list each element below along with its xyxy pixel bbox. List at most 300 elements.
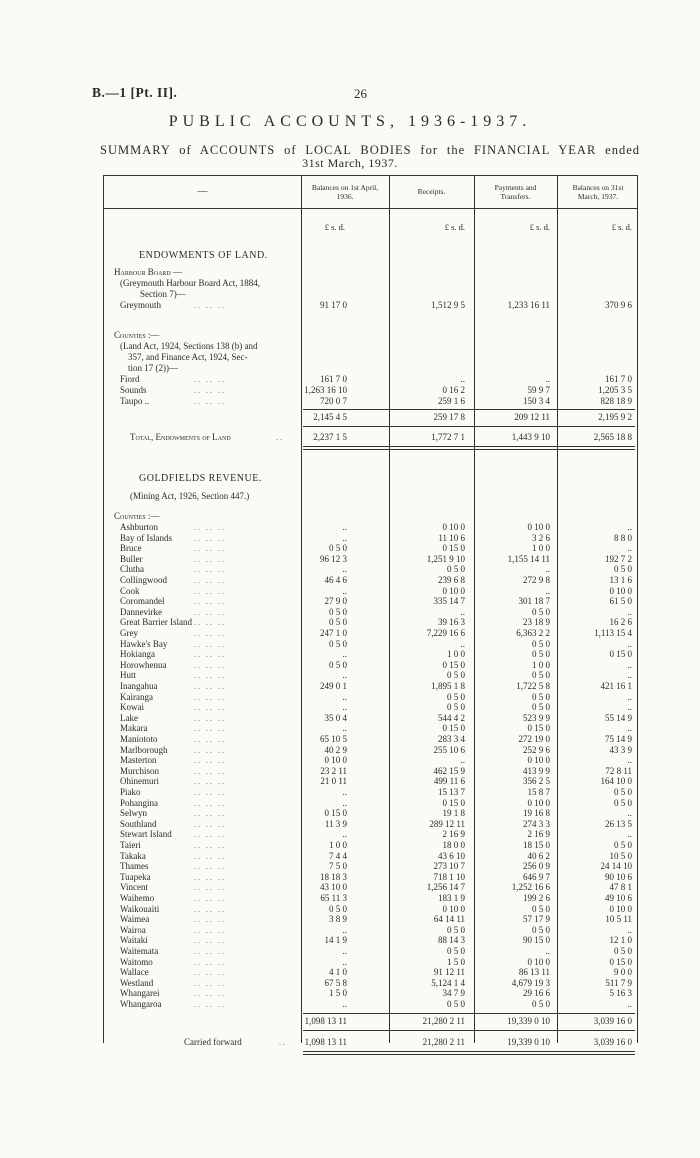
county-value: 61 5 0: [609, 596, 632, 607]
county-value: 24 14 10: [600, 861, 632, 872]
county-name: Murchison: [120, 765, 159, 776]
county-value: 7 4 4: [329, 850, 347, 861]
county-value: 0 5 0: [532, 606, 550, 617]
section-goldfields-heading: GOLDFIELDS REVENUE.: [139, 473, 262, 484]
county-row: Murchison .. .. .. 23 2 11 462 15 9 413 9 9 72 8 11: [120, 765, 632, 776]
county-value: 0 5 0: [329, 903, 347, 914]
goldfields-subtotal-row: 1,098 13 11 21,280 2 11 19,339 0 10 3,039 16 0: [304, 1015, 632, 1026]
section-endowments-heading: ENDOWMENTS OF LAND.: [139, 250, 268, 261]
county-value: 335 14 7: [433, 596, 465, 607]
county-value: 65 11 3: [320, 893, 347, 903]
county-name: Hokianga: [120, 649, 155, 660]
county-value: 1,252 16 6: [511, 882, 550, 893]
county-value: 1 0 0: [447, 649, 465, 660]
county-value: 0 5 0: [614, 946, 632, 956]
county-value: 0 10 0: [609, 585, 632, 596]
county-value: ..: [342, 702, 347, 713]
county-value: 23 2 11: [320, 765, 347, 776]
county-value: 7,229 16 6: [426, 628, 465, 638]
table-row: Sounds .. .. .. 1,263 16 10 0 16 2 59 9 7 1,205 3 5: [120, 385, 632, 395]
county-name: Maniototo: [120, 734, 158, 744]
county-row: Tuapeka .. .. .. 18 18 3 718 1 10 646 9 7 90 10 6: [120, 871, 632, 882]
county-row: Masterton .. .. .. 0 10 0 .. 0 10 0 ..: [120, 755, 632, 766]
county-row: Ashburton .. .. .. .. 0 10 0 0 10 0 ..: [120, 522, 632, 532]
county-value: ..: [627, 723, 632, 734]
county-value: 0 5 0: [447, 924, 465, 935]
page-title: PUBLIC ACCOUNTS, 1936-1937.: [168, 113, 532, 130]
county-name: Waitaki: [120, 935, 148, 946]
county-value: 8 8 0: [614, 532, 632, 543]
county-row: Waihemo .. .. .. 65 11 3 183 1 9 199 2 6 49 10 6: [120, 893, 632, 903]
county-value: ..: [342, 522, 347, 532]
county-value: ..: [342, 829, 347, 840]
carried-forward-row: Carried forward .. 1,098 13 11 21,280 2 11 19,339 0 10 3,039 16 0: [184, 1036, 632, 1047]
county-value: 249 0 1: [320, 681, 347, 691]
county-value: 39 16 3: [438, 617, 465, 628]
county-value: 289 12 11: [429, 818, 465, 829]
county-name: Pohangina: [120, 797, 158, 808]
county-row: Waimea .. .. .. 3 8 9 64 14 11 57 17 9 10 5 11: [120, 914, 632, 925]
county-value: 34 7 9: [442, 988, 465, 999]
county-value: ..: [627, 808, 632, 819]
page-number: 26: [354, 86, 367, 101]
goldfields-counties-label: Counties :—: [114, 511, 160, 521]
county-value: 1 5 0: [447, 956, 465, 967]
county-value: 1 5 0: [329, 988, 347, 999]
county-value: 3 8 9: [329, 914, 347, 925]
county-value: ..: [460, 755, 465, 766]
county-value: ..: [627, 702, 632, 713]
county-row: Hokianga .. .. .. .. 1 0 0 0 5 0 0 15 0: [120, 649, 632, 660]
county-name: Tuapeka: [120, 871, 151, 882]
county-value: 90 10 6: [605, 871, 632, 882]
county-value: 16 2 6: [609, 617, 632, 628]
county-value: 256 0 9: [523, 861, 550, 872]
county-value: 646 9 7: [523, 871, 550, 882]
county-value: 0 15 0: [609, 956, 632, 967]
county-value: 356 2 5: [523, 776, 550, 787]
harbour-board-label: Harbour Board —: [114, 267, 183, 277]
county-row: Lake .. .. .. 35 0 4 544 4 2 523 9 9 55 14 9: [120, 712, 632, 723]
county-row: Thames .. .. .. 7 5 0 273 10 7 256 0 9 24 14 10: [120, 861, 632, 872]
county-value: ..: [342, 691, 347, 702]
county-value: 1,251 9 10: [426, 553, 465, 564]
county-row: Piako .. .. .. .. 15 13 7 15 8 7 0 5 0: [120, 787, 632, 797]
county-value: 0 10 0: [324, 755, 347, 766]
county-value: 0 5 0: [532, 691, 550, 702]
county-value: 10 5 0: [609, 850, 632, 861]
county-name: Kairanga: [120, 691, 153, 702]
county-value: ..: [545, 564, 550, 575]
county-row: Ohinemuri .. .. .. 21 0 11 499 11 6 356 2 5 164 10 0: [120, 776, 632, 787]
county-value: 0 5 0: [447, 946, 465, 956]
county-value: 12 1 0: [609, 935, 632, 946]
county-row: Dannevirke .. .. .. 0 5 0 .. 0 5 0 ..: [120, 606, 632, 617]
counties-act-line3: tion 17 (2))—: [128, 363, 178, 373]
county-value: 15 8 7: [527, 787, 550, 797]
county-value: 239 6 8: [438, 575, 465, 585]
county-value: 40 2 9: [324, 744, 347, 755]
county-name: Collingwood: [120, 575, 168, 585]
county-value: 43 10 0: [320, 882, 347, 893]
county-name: Waitemata: [120, 946, 159, 956]
county-name: Stewart Island: [120, 829, 172, 840]
county-value: ..: [342, 999, 347, 1009]
county-value: ..: [342, 649, 347, 660]
county-value: 19 1 8: [442, 808, 465, 819]
county-row: Wairoa .. .. .. .. 0 5 0 0 5 0 ..: [120, 924, 632, 935]
county-value: ..: [342, 564, 347, 575]
county-value: ..: [627, 670, 632, 681]
county-value: ..: [342, 797, 347, 808]
county-name: Coromandel: [120, 596, 165, 607]
subtotal-row: 2,145 4 5 259 17 8 209 12 11 2,195 9 2: [313, 412, 632, 422]
county-value: 40 6 2: [527, 850, 550, 861]
county-value: 43 3 9: [609, 744, 632, 755]
county-value: 0 15 0: [442, 659, 465, 670]
county-value: 1 0 0: [532, 659, 550, 670]
county-value: 164 10 0: [600, 776, 632, 787]
county-value: 6,363 2 2: [516, 628, 550, 638]
county-name: Piako: [120, 787, 141, 797]
county-value: 23 18 9: [523, 617, 550, 628]
county-value: 26 13 5: [605, 818, 632, 829]
county-row: Makara .. .. .. .. 0 15 0 0 15 0 ..: [120, 723, 632, 734]
county-value: 43 6 10: [438, 850, 465, 861]
county-row: Inangahua .. .. .. 249 0 1 1,895 1 8 1,722 5 8 421 16 1: [120, 681, 632, 691]
county-value: 7 5 0: [329, 861, 347, 872]
county-value: ..: [342, 787, 347, 797]
county-value: 1,155 14 11: [507, 553, 550, 564]
county-value: 718 1 10: [433, 871, 465, 882]
county-value: 0 5 0: [532, 903, 550, 914]
county-name: Bay of Islands: [120, 532, 172, 543]
county-name: Dannevirke: [120, 606, 162, 617]
county-value: 0 5 0: [447, 999, 465, 1009]
county-value: 273 10 7: [433, 861, 465, 872]
county-name: Wallace: [120, 967, 149, 978]
county-value: 67 5 8: [324, 977, 347, 988]
county-value: 1,722 5 8: [516, 681, 550, 691]
county-value: 88 14 3: [438, 935, 465, 946]
county-row: Whangarei .. .. .. 1 5 0 34 7 9 29 16 6 5 16 3: [120, 988, 632, 999]
document-reference: B.—1 [Pt. II].: [92, 85, 178, 100]
county-value: 14 1 9: [324, 935, 347, 946]
county-name: Marlborough: [120, 744, 168, 755]
county-row: Waitaki .. .. .. 14 1 9 88 14 3 90 15 0 12 1 0: [120, 935, 632, 946]
county-value: 5 16 3: [609, 988, 632, 999]
county-value: 523 9 9: [523, 712, 550, 723]
county-value: 2 16 9: [527, 829, 550, 840]
county-value: 96 12 3: [320, 553, 347, 564]
county-value: 0 5 0: [447, 670, 465, 681]
county-value: ..: [460, 638, 465, 649]
county-value: ..: [627, 829, 632, 840]
county-name: Buller: [120, 553, 143, 564]
county-value: 0 10 0: [527, 797, 550, 808]
county-value: 0 5 0: [447, 564, 465, 575]
county-row: Great Barrier Island .. .. .. 0 5 0 39 16 3 23 18 9 16 2 6: [120, 617, 632, 628]
county-value: 0 15 0: [442, 723, 465, 734]
county-value: ..: [627, 606, 632, 617]
county-name: Thames: [120, 861, 149, 872]
county-row: Selwyn .. .. .. 0 15 0 19 1 8 19 16 8 ..: [120, 808, 632, 819]
county-name: Makara: [120, 723, 148, 734]
county-value: 75 14 9: [605, 734, 632, 744]
table-row: Fiord .. .. .. 161 7 0 .. .. 161 7 0: [120, 374, 632, 384]
county-name: Kowai: [120, 702, 144, 713]
county-value: 0 5 0: [329, 606, 347, 617]
county-value: 0 15 0: [324, 808, 347, 819]
county-value: 192 7 2: [605, 553, 632, 564]
county-value: 0 5 0: [532, 924, 550, 935]
county-value: ..: [342, 532, 347, 543]
county-name: Cook: [120, 585, 140, 596]
county-row: Wallace .. .. .. 4 1 0 91 12 11 86 13 11 9 0 0: [120, 967, 632, 978]
county-name: Ashburton: [120, 522, 158, 532]
county-row: Bruce .. .. .. 0 5 0 0 15 0 1 0 0 ..: [120, 543, 632, 554]
county-value: 49 10 6: [605, 893, 632, 903]
county-name: Hawke's Bay: [120, 638, 168, 649]
county-value: 18 0 0: [442, 840, 465, 850]
county-name: Ohinemuri: [120, 776, 159, 787]
county-row: Buller .. .. .. 96 12 3 1,251 9 10 1,155 14 11 192 7 2: [120, 553, 632, 564]
county-value: 72 8 11: [605, 765, 632, 776]
header-payments: Payments and Transfers.: [494, 183, 537, 201]
harbour-board-act-line2: Section 7)—: [140, 289, 186, 299]
table-subtitle: SUMMARY of ACCOUNTS of LOCAL BODIES for the FINANCIAL YEAR ended: [100, 143, 640, 157]
county-value: ..: [342, 670, 347, 681]
county-name: Horowhenua: [120, 659, 167, 670]
county-name: Bruce: [120, 543, 142, 554]
accounts-table: [103, 175, 638, 1047]
county-value: 64 14 11: [433, 914, 465, 925]
county-name: Westland: [120, 977, 154, 988]
county-value: 15 13 7: [438, 787, 465, 797]
county-value: ..: [627, 999, 632, 1009]
county-row: Vincent .. .. .. 43 10 0 1,256 14 7 1,252 16 6 47 8 1: [120, 882, 632, 893]
county-value: 1 0 0: [329, 840, 347, 850]
county-row: Waitomo .. .. .. .. 1 5 0 0 10 0 0 15 0: [120, 956, 632, 967]
county-value: 18 18 3: [320, 871, 347, 882]
county-row: Hawke's Bay .. .. .. 0 5 0 .. 0 5 0 ..: [120, 638, 632, 649]
table-subtitle-date: 31st March, 1937.: [302, 156, 398, 170]
header-balances-opening: Balances on 1st April, 1936.: [311, 183, 379, 201]
county-name: Great Barrier Island: [120, 617, 192, 628]
county-value: 0 10 0: [442, 585, 465, 596]
county-value: 0 5 0: [532, 670, 550, 681]
county-value: 91 12 11: [433, 967, 465, 978]
county-row: Hutt .. .. .. .. 0 5 0 0 5 0 ..: [120, 670, 632, 681]
county-value: 0 15 0: [527, 723, 550, 734]
county-value: 0 5 0: [447, 691, 465, 702]
header-balances-closing: Balances on 31st March, 1937.: [572, 183, 624, 201]
county-value: 27 9 0: [324, 596, 347, 607]
county-name: Taieri: [120, 840, 141, 850]
county-row: Taieri .. .. .. 1 0 0 18 0 0 18 15 0 0 5 0: [120, 840, 632, 850]
county-value: 283 3 4: [438, 734, 465, 744]
county-value: 46 4 6: [324, 575, 347, 585]
header-dash: —: [197, 186, 208, 197]
county-value: ..: [342, 956, 347, 967]
county-name: Inangahua: [120, 681, 158, 691]
county-value: ..: [627, 659, 632, 670]
county-value: 0 5 0: [447, 702, 465, 713]
county-value: 3 2 6: [532, 532, 550, 543]
county-value: 255 10 6: [433, 744, 465, 755]
table-row: Greymouth .. .. .. 91 17 0 1,512 9 5 1,233 16 11 370 9 6: [120, 300, 632, 310]
lsd-col1: £ s. d.: [324, 222, 345, 232]
county-value: 0 10 0: [527, 956, 550, 967]
county-row: Marlborough .. .. .. 40 2 9 255 10 6 252 9 6 43 3 9: [120, 744, 632, 755]
county-row: Takaka .. .. .. 7 4 4 43 6 10 40 6 2 10 5 0: [120, 850, 632, 861]
county-row: Maniototo .. .. .. 65 10 5 283 3 4 272 19 0 75 14 9: [120, 734, 632, 744]
county-row: Westland .. .. .. 67 5 8 5,124 1 4 4,679 19 3 511 7 9: [120, 977, 632, 988]
county-name: Masterton: [120, 755, 157, 766]
county-value: 0 10 0: [527, 755, 550, 766]
county-value: 511 7 9: [605, 977, 632, 988]
county-name: Waimea: [120, 914, 150, 925]
county-row: Collingwood .. .. .. 46 4 6 239 6 8 272 9 8 13 1 6: [120, 575, 632, 585]
county-row: Coromandel .. .. .. 27 9 0 335 14 7 301 18 7 61 5 0: [120, 596, 632, 607]
lsd-col4: £ s. d.: [611, 222, 632, 232]
county-value: 35 0 4: [324, 712, 347, 723]
county-value: 1,895 1 8: [431, 681, 465, 691]
counties-act-line2: 357, and Finance Act, 1924, Sec-: [128, 352, 248, 362]
county-value: ..: [342, 946, 347, 956]
county-name: Selwyn: [120, 808, 147, 819]
county-value: 5,124 1 4: [431, 977, 465, 988]
county-value: ..: [627, 755, 632, 766]
county-value: 183 1 9: [438, 893, 465, 903]
county-value: 0 5 0: [532, 649, 550, 660]
county-value: ..: [342, 924, 347, 935]
county-value: 1,256 14 7: [426, 882, 465, 893]
county-value: 0 5 0: [532, 999, 550, 1009]
county-value: 0 5 0: [614, 787, 632, 797]
county-value: 0 5 0: [329, 659, 347, 670]
county-value: 47 8 1: [609, 882, 632, 893]
county-value: 413 9 9: [523, 765, 550, 776]
county-name: Grey: [120, 628, 138, 638]
county-row: Grey .. .. .. 247 1 0 7,229 16 6 6,363 2 2 1,113 15 4: [120, 628, 632, 638]
counties-label: Counties :—: [114, 330, 160, 340]
county-value: 0 5 0: [614, 840, 632, 850]
county-value: 90 15 0: [523, 935, 550, 946]
county-value: ..: [627, 691, 632, 702]
harbour-board-act-line1: (Greymouth Harbour Board Act, 1884,: [120, 278, 260, 288]
county-row: Southland .. .. .. 11 3 9 289 12 11 274 3 3 26 13 5: [120, 818, 632, 829]
county-name: Southland: [120, 818, 157, 829]
county-row: Stewart Island .. .. .. .. 2 16 9 2 16 9 ..: [120, 829, 632, 840]
county-name: Waihemo: [120, 893, 155, 903]
county-value: 499 11 6: [433, 776, 465, 787]
county-row: Pohangina .. .. .. .. 0 15 0 0 10 0 0 5 0: [120, 797, 632, 808]
header-receipts: Receipts.: [417, 187, 446, 196]
county-row: Whangaroa .. .. .. .. 0 5 0 0 5 0 ..: [120, 999, 632, 1009]
county-name: Clutha: [120, 564, 144, 575]
county-row: Clutha .. .. .. .. 0 5 0 .. 0 5 0: [120, 564, 632, 575]
county-name: Waitomo: [120, 956, 153, 967]
lsd-col2: £ s. d.: [444, 222, 465, 232]
county-value: 1 0 0: [532, 543, 550, 554]
county-value: 21 0 11: [320, 776, 347, 787]
county-value: 272 9 8: [523, 575, 550, 585]
county-name: Waikouaiti: [120, 903, 160, 914]
county-row: Bay of Islands .. .. .. .. 11 10 6 3 2 6 8 8 0: [120, 532, 632, 543]
county-value: 274 3 3: [523, 818, 550, 829]
county-value: 0 15 0: [442, 543, 465, 554]
county-name: Lake: [120, 712, 138, 723]
county-value: 4,679 19 3: [511, 977, 550, 988]
county-row: Horowhenua .. .. .. 0 5 0 0 15 0 1 0 0 ..: [120, 659, 632, 670]
county-value: ..: [342, 585, 347, 596]
county-name: Whangarei: [120, 988, 160, 999]
county-value: 10 5 11: [605, 914, 632, 925]
county-value: 0 10 0: [609, 903, 632, 914]
county-value: 0 5 0: [532, 702, 550, 713]
county-value: 86 13 11: [518, 967, 550, 978]
county-value: 301 18 7: [518, 596, 550, 607]
county-value: 0 5 0: [329, 617, 347, 628]
county-name: Takaka: [120, 850, 146, 861]
county-value: 2 16 9: [442, 829, 465, 840]
table-row: Taupo .. .. .. .. 720 0 7 259 1 6 150 3 4 828 18 9: [120, 396, 632, 406]
county-value: 0 10 0: [442, 522, 465, 532]
county-value: 11 3 9: [324, 818, 347, 829]
county-value: 1,113 15 4: [594, 628, 632, 638]
county-value: 0 5 0: [329, 543, 347, 554]
county-value: 0 10 0: [442, 903, 465, 914]
county-value: 0 5 0: [329, 638, 347, 649]
county-value: 0 5 0: [614, 564, 632, 575]
county-value: 0 15 0: [442, 797, 465, 808]
county-name: Vincent: [120, 882, 148, 893]
county-value: ..: [342, 723, 347, 734]
county-value: 252 9 6: [523, 744, 550, 755]
county-value: ..: [627, 543, 632, 554]
county-value: ..: [627, 522, 632, 532]
county-row: Waikouaiti .. .. .. 0 5 0 0 10 0 0 5 0 0 10 0: [120, 903, 632, 914]
county-value: ..: [545, 946, 550, 956]
county-value: 29 16 6: [523, 988, 550, 999]
lsd-col3: £ s. d.: [529, 222, 550, 232]
county-value: 13 1 6: [609, 575, 632, 585]
county-value: 421 16 1: [600, 681, 632, 691]
county-name: Hutt: [120, 670, 137, 681]
county-value: 57 17 9: [523, 914, 550, 925]
county-value: ..: [627, 638, 632, 649]
county-value: 19 16 8: [523, 808, 550, 819]
county-name: Wairoa: [120, 924, 146, 935]
county-value: 199 2 6: [523, 893, 550, 903]
county-value: ..: [460, 606, 465, 617]
county-value: 18 15 0: [523, 840, 550, 850]
county-value: 65 10 5: [320, 734, 347, 744]
county-row: Waitemata .. .. .. .. 0 5 0 .. 0 5 0: [120, 946, 632, 956]
county-row: Kowai .. .. .. .. 0 5 0 0 5 0 ..: [120, 702, 632, 713]
county-row: Kairanga .. .. .. .. 0 5 0 0 5 0 ..: [120, 691, 632, 702]
county-value: 0 15 0: [609, 649, 632, 660]
county-value: 462 15 9: [433, 765, 465, 776]
county-value: 9 0 0: [614, 967, 632, 978]
county-value: ..: [545, 585, 550, 596]
county-value: 0 5 0: [614, 797, 632, 808]
county-value: 55 14 9: [605, 712, 632, 723]
county-value: 247 1 0: [320, 628, 347, 638]
county-row: Cook .. .. .. .. 0 10 0 .. 0 10 0: [120, 585, 632, 596]
counties-act-line1: (Land Act, 1924, Sections 138 (b) and: [120, 341, 258, 351]
